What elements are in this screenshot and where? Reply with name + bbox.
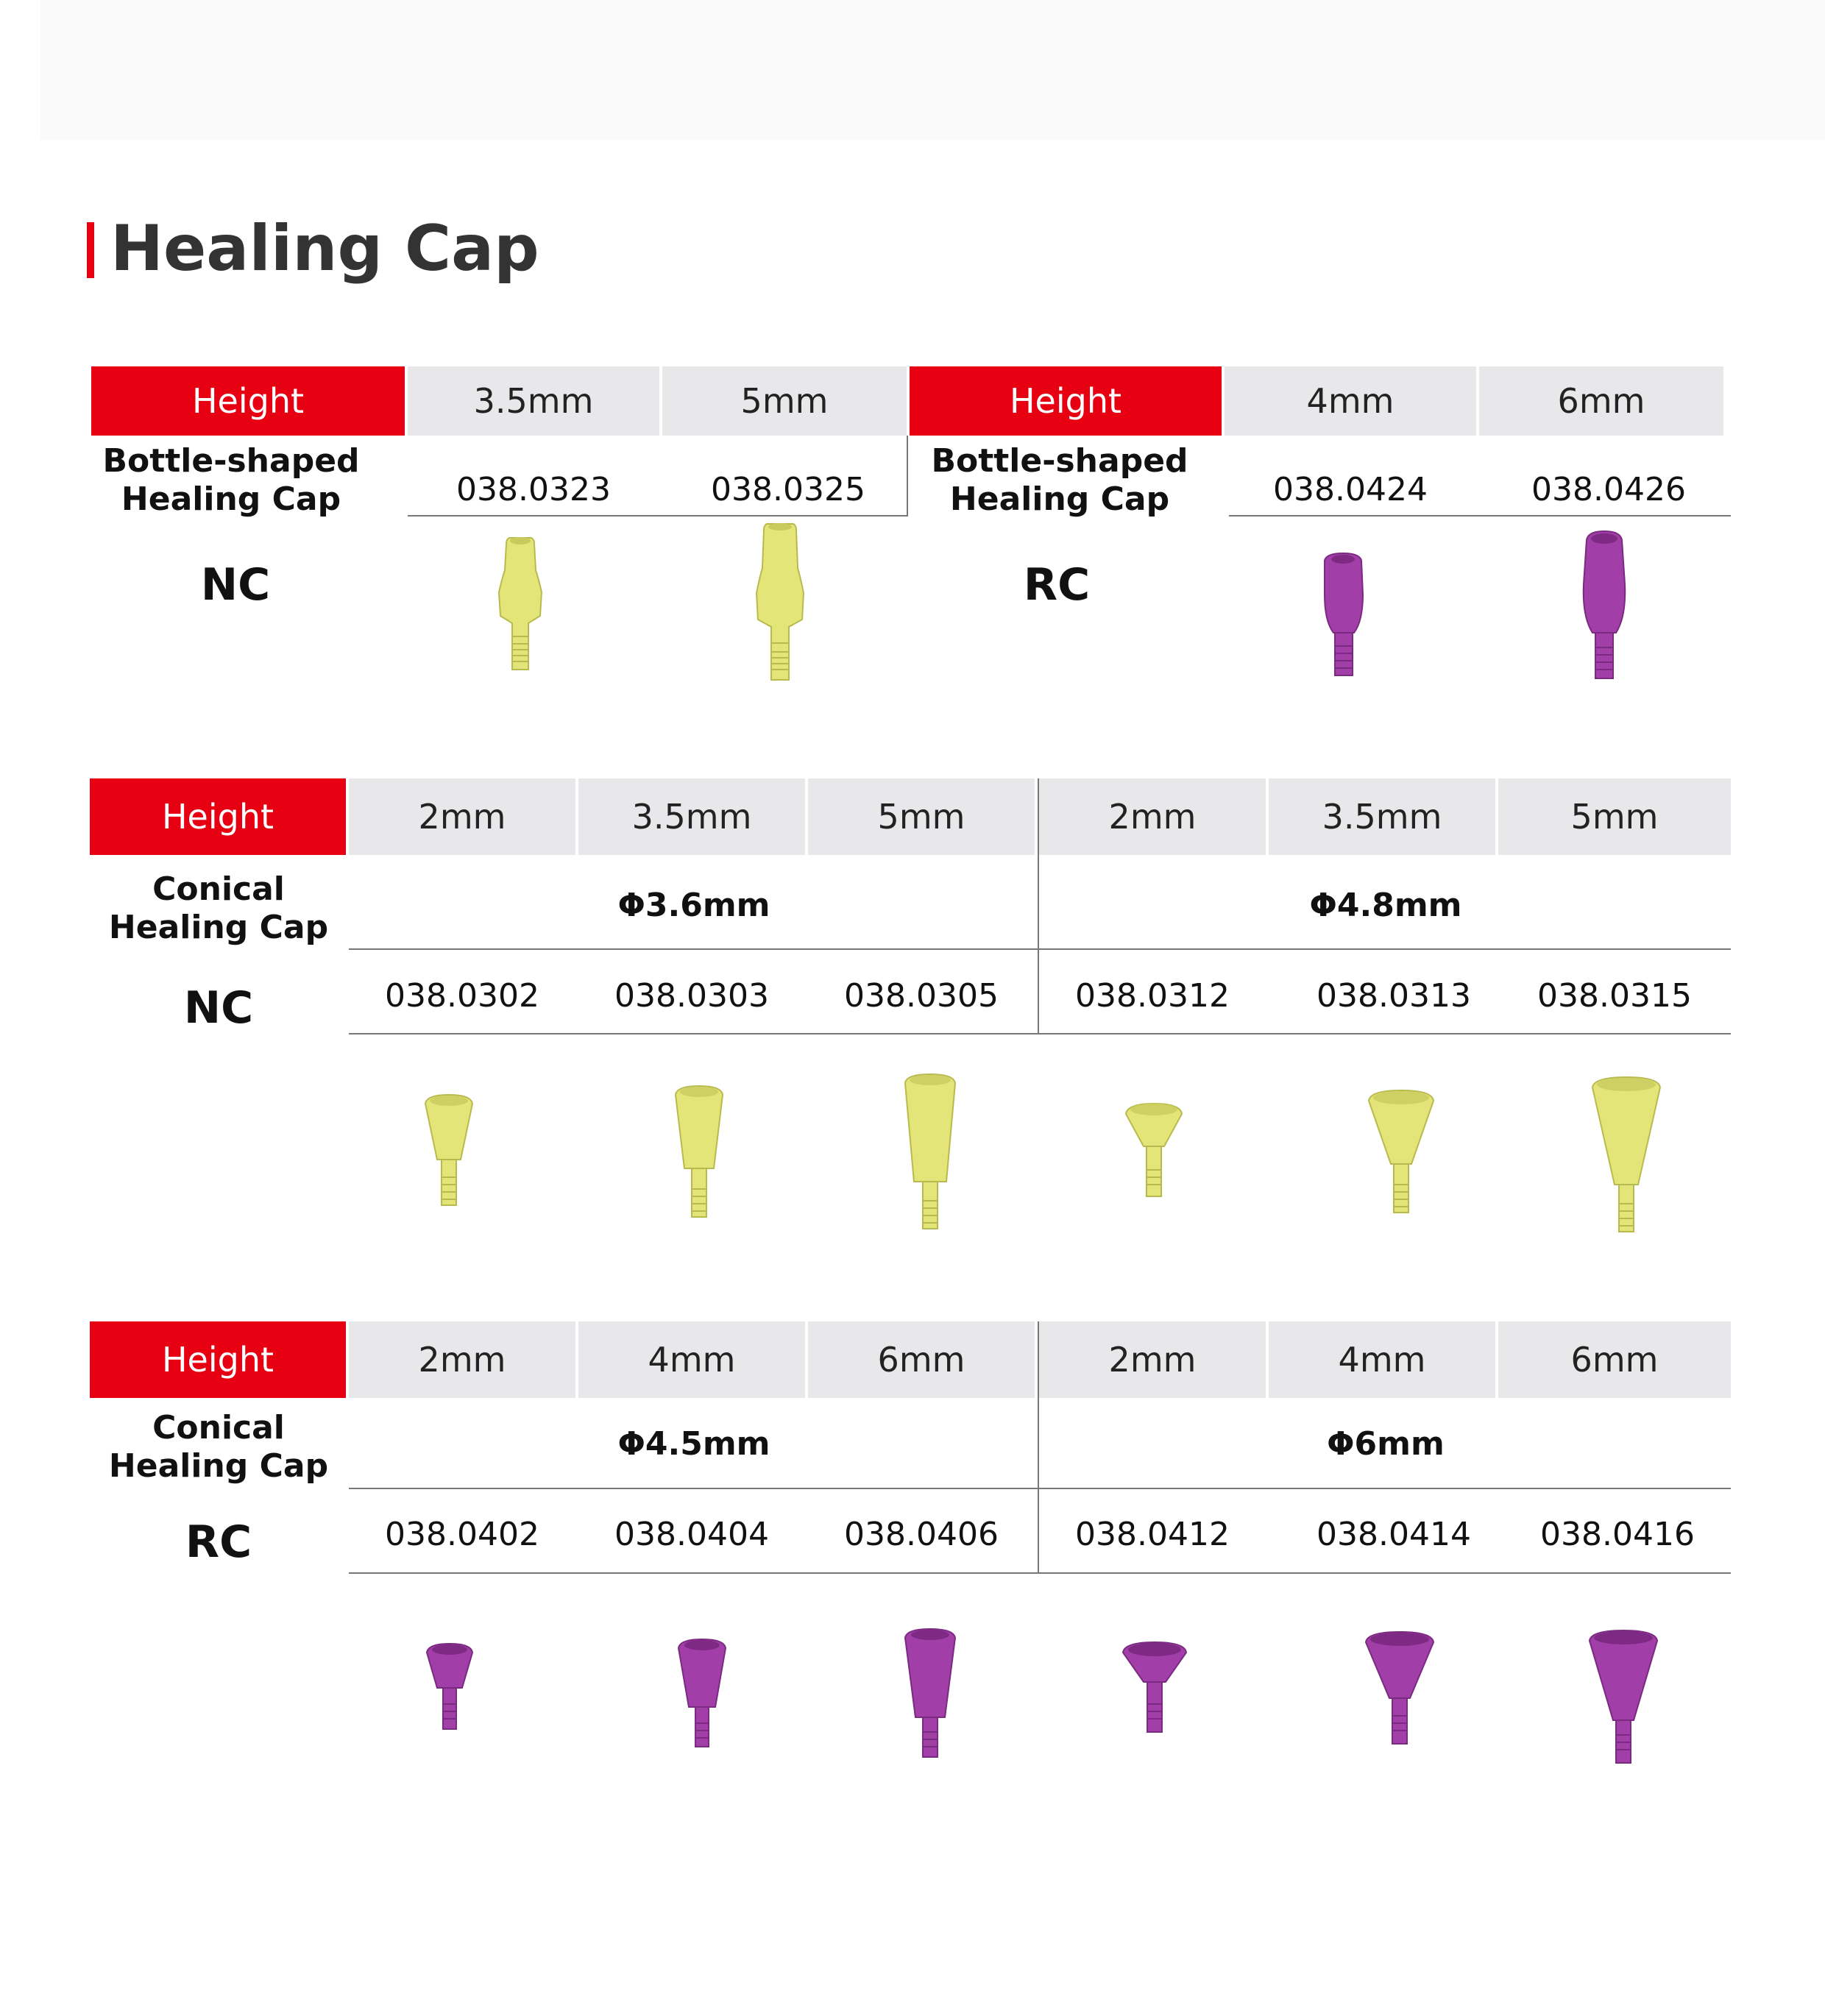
product-code: 038.0303 (614, 976, 769, 1015)
product-code: 038.0302 (385, 976, 539, 1015)
height-cell: 4mm (578, 1321, 805, 1398)
row-divider (349, 1488, 1731, 1489)
product-code: 038.0312 (1075, 976, 1230, 1015)
height-cell: 4mm (1269, 1321, 1495, 1398)
column-divider (1038, 778, 1039, 1034)
height-cell: 2mm (349, 1321, 575, 1398)
rc-conical-healing-cap-4.5-4mm (676, 1636, 729, 1751)
page-title: Healing Cap (110, 212, 539, 285)
height-cell: 5mm (1498, 778, 1731, 855)
product-code: 038.0426 (1531, 470, 1686, 508)
nc-conical-healing-cap-3.6-2mm (419, 1092, 478, 1210)
height-cell: 4mm (1225, 366, 1476, 436)
nc-conical-healing-cap-4.8-3.5mm (1366, 1087, 1436, 1217)
diameter-label: Φ4.8mm (1309, 886, 1462, 924)
product-code: 038.0315 (1537, 976, 1692, 1015)
height-header: Height (90, 778, 346, 855)
height-cell: 5mm (808, 778, 1035, 855)
nc-conical-healing-cap-4.8-2mm (1123, 1101, 1185, 1201)
column-divider (1038, 1321, 1039, 1574)
product-code: 038.0406 (844, 1515, 999, 1553)
row-divider (1229, 515, 1731, 517)
product-code: 038.0305 (844, 976, 999, 1015)
rc-conical-healing-cap-6-6mm (1587, 1628, 1660, 1767)
column-divider (907, 436, 908, 517)
product-label: Bottle-shaped Healing Cap (931, 442, 1188, 518)
diameter-label: Φ3.6mm (617, 886, 770, 924)
height-cell: 2mm (1039, 778, 1266, 855)
product-code: 038.0402 (385, 1515, 539, 1553)
title-accent-bar (87, 222, 94, 278)
row-divider (408, 515, 907, 517)
height-cell: 3.5mm (408, 366, 659, 436)
product-code: 038.0325 (711, 470, 865, 508)
height-cell: 3.5mm (578, 778, 805, 855)
height-cell: 6mm (808, 1321, 1035, 1398)
product-code: 038.0313 (1317, 976, 1471, 1015)
product-code: 038.0412 (1075, 1515, 1230, 1553)
product-code: 038.0404 (614, 1515, 769, 1553)
height-cell: 6mm (1479, 366, 1723, 436)
top-band (40, 0, 1825, 140)
rc-bottle-healing-cap-4mm (1310, 550, 1376, 680)
product-code: 038.0416 (1540, 1515, 1695, 1553)
row-divider (349, 1572, 1731, 1574)
rc-conical-healing-cap-6-4mm (1363, 1629, 1436, 1748)
height-header: Height (910, 366, 1222, 436)
product-code: 038.0323 (456, 470, 611, 508)
height-header: Height (91, 366, 405, 436)
diameter-label: Φ6mm (1327, 1424, 1445, 1463)
height-header: Height (90, 1321, 346, 1398)
platform-label: NC (183, 982, 254, 1034)
nc-conical-healing-cap-3.6-5mm (899, 1071, 961, 1233)
product-code: 038.0414 (1317, 1515, 1471, 1553)
row-divider (349, 1033, 1731, 1034)
product-code: 038.0424 (1273, 470, 1428, 508)
rc-bottle-healing-cap-6mm (1569, 528, 1640, 683)
row-divider (349, 948, 1731, 950)
platform-label: RC (1023, 559, 1091, 611)
product-label: Conical Healing Cap (108, 1409, 329, 1485)
height-cell: 2mm (349, 778, 575, 855)
nc-conical-healing-cap-3.6-3.5mm (670, 1083, 729, 1221)
height-cell: 5mm (662, 366, 907, 436)
product-label: Conical Healing Cap (108, 870, 329, 946)
rc-conical-healing-cap-4.5-6mm (902, 1626, 958, 1761)
height-cell: 3.5mm (1269, 778, 1495, 855)
product-label: Bottle-shaped Healing Cap (102, 442, 360, 518)
nc-conical-healing-cap-4.8-5mm (1590, 1074, 1663, 1236)
nc-bottle-healing-cap-3.5mm (487, 533, 553, 673)
nc-bottle-healing-cap-5mm (745, 519, 815, 684)
platform-label: RC (185, 1516, 252, 1568)
height-cell: 2mm (1039, 1321, 1266, 1398)
platform-label: NC (200, 559, 271, 611)
rc-conical-healing-cap-4.5-2mm (424, 1641, 475, 1733)
rc-conical-healing-cap-6-2mm (1120, 1639, 1189, 1736)
diameter-label: Φ4.5mm (617, 1424, 770, 1463)
height-cell: 6mm (1498, 1321, 1731, 1398)
